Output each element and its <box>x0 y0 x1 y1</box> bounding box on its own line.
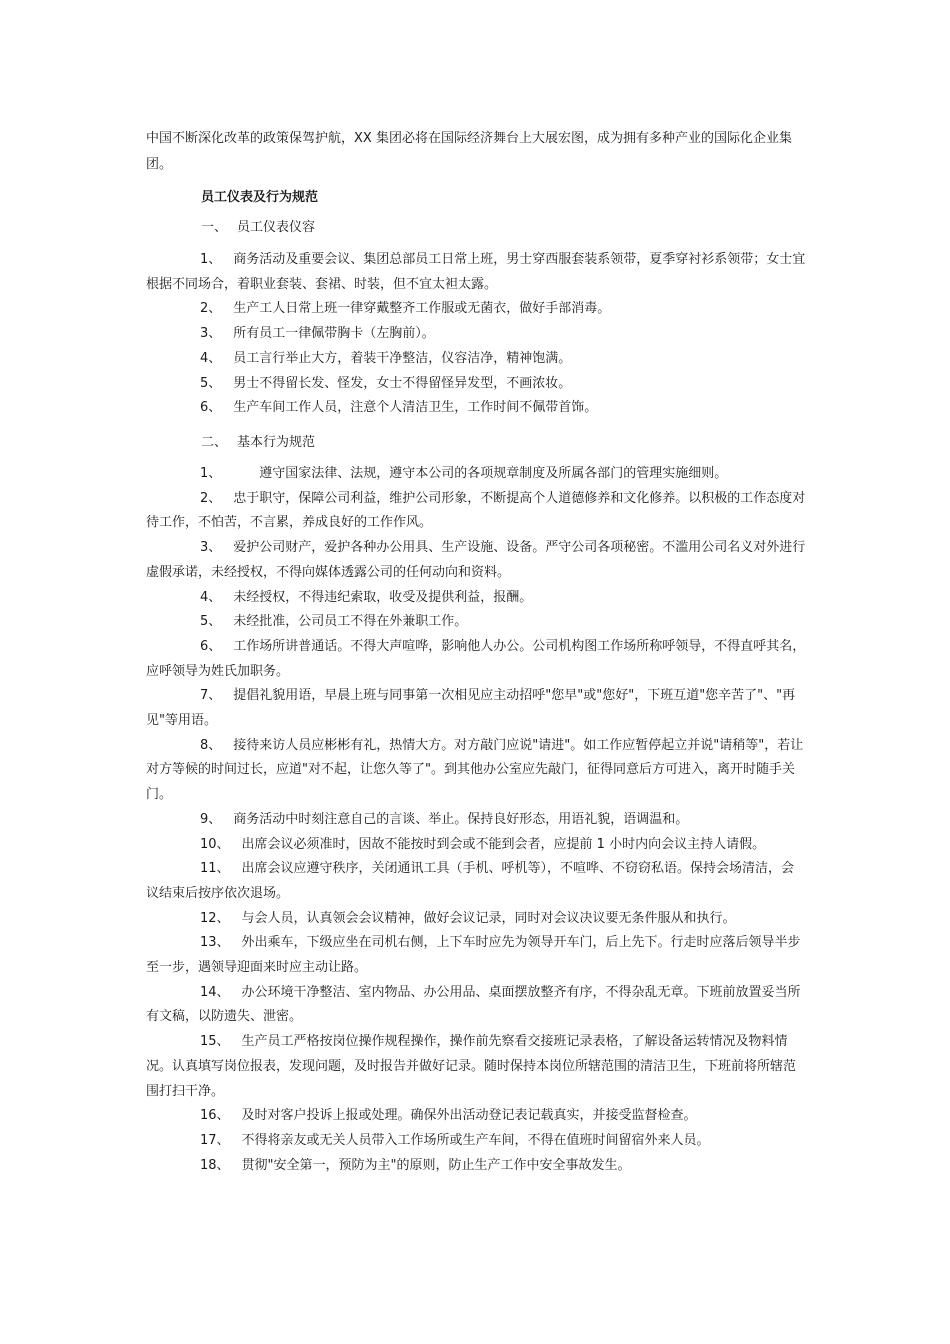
item-number: 12、 <box>200 910 230 926</box>
item-number: 1、 <box>200 252 222 267</box>
list-item <box>146 322 806 347</box>
list-item <box>146 462 806 487</box>
item-number: 4、 <box>200 589 222 605</box>
item-text: 出席会议应遵守秩序，关闭通讯工具（手机、呼机等），不喧哗、不窃窃私语。保持会场清洁，会议结束后按序依次退场。 <box>146 861 795 901</box>
item-text: 商务活动中时刻注意自己的言谈、举止。保持良好形态，用语礼貌，语调温和。 <box>233 811 689 827</box>
item-number: 6、 <box>200 400 222 416</box>
item-number: 13、 <box>200 935 230 951</box>
item-text: 生产工人日常上班一律穿戴整齐工作服或无菌衣，做好手部消毒。 <box>233 301 611 317</box>
list-item <box>146 487 806 536</box>
item-number: 15、 <box>200 1034 230 1050</box>
item-text: 外出乘车，下级应坐在司机右侧，上下车时应先为领导开车门，后上先下。行走时应落后领导半步至一步，遇领导迎面来时应主动让路。 <box>146 935 801 976</box>
section-2-list <box>146 462 806 1178</box>
item-text: 爱护公司财产，爱护各种办公用具、生产设施、设备。严守公司各项秘密。不滥用公司名义对外进行虚假承诺，未经授权，不得向媒体透露公司的任何动向和资料。 <box>146 540 806 580</box>
item-number: 3、 <box>200 326 222 342</box>
item-number: 5、 <box>200 375 222 391</box>
item-number: 14、 <box>200 984 230 1000</box>
item-number: 3、 <box>200 540 222 556</box>
list-item <box>146 347 806 372</box>
item-number: 4、 <box>200 350 222 366</box>
document-title: 员工仪表及行为规范 <box>201 190 319 205</box>
section-heading-2 <box>201 430 315 456</box>
list-item <box>146 396 806 421</box>
list-item <box>146 372 806 397</box>
item-number: 2、 <box>200 301 222 317</box>
item-text: 提倡礼貌用语，早晨上班与同事第一次相见应主动招呼"您早"或"您好"，下班互道"您辛苦了"、"再见"等用语。 <box>146 688 796 729</box>
item-text: 贯彻"安全第一，预防为主"的原则，防止生产工作中安全事故发生。 <box>241 1157 631 1173</box>
item-number: 16、 <box>200 1108 230 1124</box>
item-text: 生产车间工作人员，注意个人清洁卫生，工作时间不佩带首饰。 <box>233 400 598 416</box>
item-number: 9、 <box>200 811 222 827</box>
list-item <box>146 931 806 980</box>
list-item <box>146 1104 806 1129</box>
item-text: 接待来访人员应彬彬有礼，热情大方。对方敲门应说"请进"。如工作应暂停起立并说"请稍等"，若让对方等候的时间过长，应道"对不起，让您久等了"。到其他办公室应先敲门，征得同意后方可进入，离开时随手关门。 <box>146 737 804 803</box>
section-1-list <box>146 248 806 421</box>
item-text: 不得将亲友或无关人员带入工作场所或生产车间，不得在值班时间留宿外来人员。 <box>241 1132 710 1148</box>
item-number: 1、 <box>200 466 222 481</box>
intro-paragraph: 中国不断深化改革的政策保驾护航，XX 集团必将在国际经济舞台上大展宏图，成为拥有多种产业的国际化企业集团。 <box>146 131 792 172</box>
item-number: 17、 <box>200 1132 230 1148</box>
list-item <box>146 734 806 808</box>
item-text: 与会人员，认真领会会议精神，做好会议记录，同时对会议决议要无条件服从和执行。 <box>241 910 736 926</box>
list-item <box>146 981 806 1030</box>
item-text: 未经授权，不得违纪索取，收受及提供利益，报酬。 <box>233 589 533 605</box>
item-text: 员工言行举止大方，着装干净整洁，仪容洁净，精神饱满。 <box>233 350 572 366</box>
list-item <box>146 586 806 611</box>
item-text: 未经批准，公司员工不得在外兼职工作。 <box>233 614 468 630</box>
section-heading-1 <box>201 215 315 241</box>
section-title: 员工仪表仪容 <box>237 220 316 235</box>
item-number: 8、 <box>200 737 222 753</box>
list-item <box>146 1129 806 1154</box>
list-item <box>146 857 806 906</box>
list-item <box>146 1154 806 1179</box>
item-number: 11、 <box>200 861 230 877</box>
item-number: 7、 <box>200 688 222 704</box>
item-number: 6、 <box>200 638 222 654</box>
item-number: 2、 <box>200 490 222 506</box>
item-text: 遵守国家法律、法规，遵守本公司的各项规章制度及所属各部门的管理实施细则。 <box>233 466 728 481</box>
item-number: 10、 <box>200 836 230 852</box>
item-text: 及时对客户投诉上报或处理。确保外出活动登记表记载真实，并接受监督检查。 <box>241 1108 697 1124</box>
list-item <box>146 248 806 297</box>
item-text: 男士不得留长发、怪发，女士不得留怪异发型，不画浓妆。 <box>233 375 572 391</box>
item-number: 5、 <box>200 614 222 630</box>
list-item <box>146 297 806 322</box>
list-item <box>146 833 806 858</box>
section-number: 一、 <box>201 220 228 235</box>
list-item <box>146 536 806 585</box>
item-text: 生产员工严格按岗位操作规程操作，操作前先察看交接班记录表格，了解设备运转情况及物料情况。认真填写岗位报表，发现问题，及时报告并做好记录。随时保持本岗位所辖范围的清洁卫生，下班前将所辖范围打扫干净。 <box>146 1034 797 1099</box>
item-number: 18、 <box>200 1157 230 1173</box>
item-text: 商务活动及重要会议、集团总部员工日常上班，男士穿西服套装系领带，夏季穿衬衫系领带；女士宜根据不同场合，着职业套装、套裙、时装，但不宜太袒太露。 <box>146 252 806 292</box>
list-item <box>146 808 806 833</box>
item-text: 忠于职守，保障公司利益，维护公司形象，不断提高个人道德修养和文化修养。以积极的工作态度对待工作，不怕苦，不言累，养成良好的工作作风。 <box>146 490 806 531</box>
list-item <box>146 907 806 932</box>
item-text: 工作场所讲普通话。不得大声喧哗，影响他人办公。公司机构图工作场所称呼领导，不得直呼其名，应呼领导为姓氏加职务。 <box>146 638 806 679</box>
item-text: 出席会议必须准时，因故不能按时到会或不能到会者，应提前 1 小时内向会议主持人请假。 <box>241 836 766 852</box>
list-item <box>146 610 806 635</box>
list-item <box>146 1030 806 1104</box>
section-title: 基本行为规范 <box>237 435 316 450</box>
list-item <box>146 635 806 684</box>
list-item <box>146 684 806 733</box>
item-text: 所有员工一律佩带胸卡（左胸前）。 <box>233 326 435 342</box>
item-text: 办公环境干净整洁、室内物品、办公用品、桌面摆放整齐有序，不得杂乱无章。下班前放置妥当所有文稿，以防遗失、泄密。 <box>146 984 801 1025</box>
section-number: 二、 <box>201 435 228 450</box>
